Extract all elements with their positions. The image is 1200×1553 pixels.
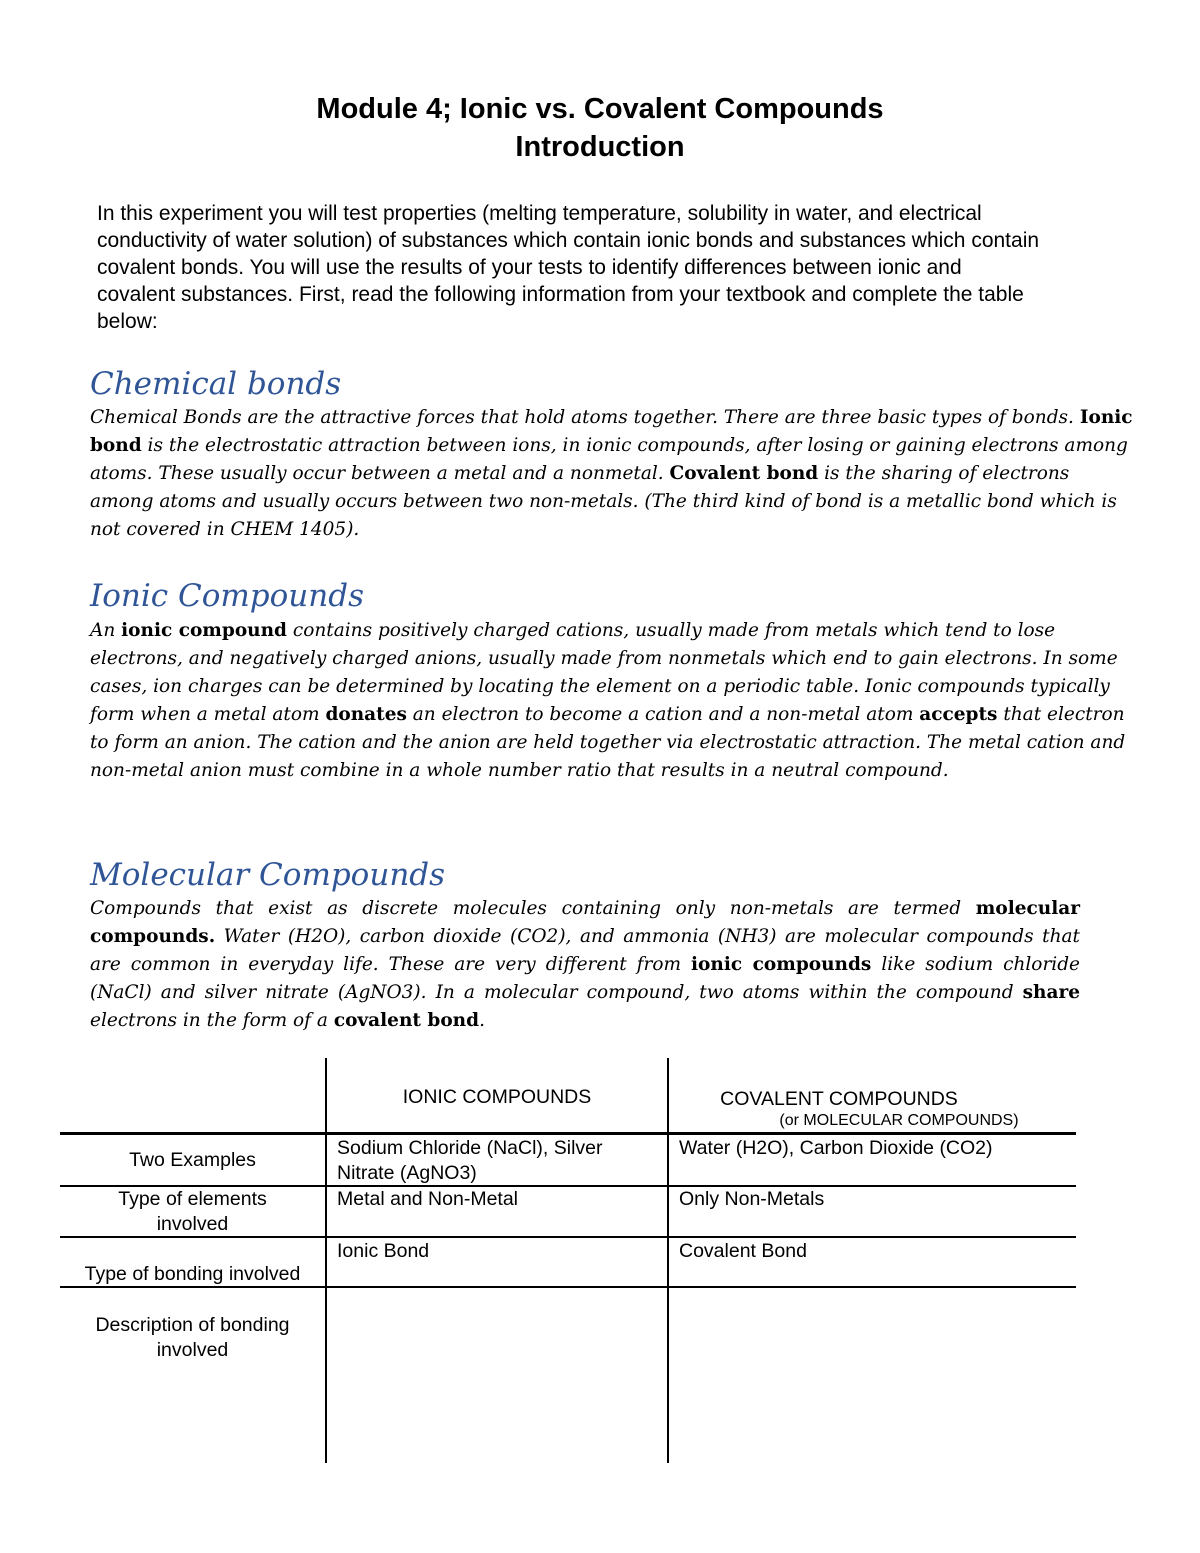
intro-line: conductivity of water solution) of substances which contain ionic bonds and substances which contain	[97, 229, 1040, 252]
row-label-bonding: Type of bonding involved	[84, 1263, 301, 1285]
cell-line: involved	[156, 1339, 229, 1361]
cell-ionic-bonding: Ionic Bond	[337, 1240, 430, 1262]
row-label-elements	[60, 1187, 325, 1237]
row-label-description	[60, 1313, 325, 1363]
text-run: Water (H2O), carbon dioxide (CO2), and ammonia (NH3) are molecular compounds that are common in everyday life. These are very different from	[90, 926, 1080, 975]
molecular-compounds-heading: Molecular Compounds	[90, 857, 446, 893]
column-header-covalent: COVALENT COMPOUNDS	[720, 1088, 958, 1110]
table-hline	[60, 1132, 1076, 1135]
text-run: is the sharing of electrons among atoms and usually occurs between two non-metals. (The third kind of bond is a metallic bond which is not covered in CHEM 1405).	[90, 463, 1117, 540]
cell-ionic-examples	[337, 1136, 662, 1186]
bold-term: share	[1022, 982, 1080, 1003]
column-header-ionic: IONIC COMPOUNDS	[402, 1086, 592, 1108]
text-run: that electron to form an anion. The cation and the anion are held together via electrostatic attraction. The metal cation and non-metal anion must combine in a whole number ratio that results in a neutral compound.	[90, 704, 1126, 781]
row-label-examples: Two Examples	[129, 1149, 256, 1171]
intro-line: covalent bonds. You will use the results of your tests to identify differences between ionic and	[97, 256, 962, 279]
bold-term: Covalent bond	[669, 463, 819, 484]
intro-line: covalent substances. First, read the following information from your textbook and complete the table	[97, 283, 1024, 306]
text-run: like sodium chloride (NaCl) and silver nitrate (AgNO3). In a molecular compound, two atoms within the compound	[90, 954, 1081, 1003]
text-run: contains positively charged cations, usually made from metals which tend to lose electrons, and negatively charged anions, usually made from nonmetals which end to gain electrons. In some cases, ion charges can be determined by locating the element on a periodic table. Ionic compounds typically form when a metal atom	[90, 620, 1118, 725]
cell-covalent-elements: Only Non-Metals	[679, 1188, 825, 1210]
column-header-covalent-sub: (or MOLECULAR COMPOUNDS)	[779, 1112, 1019, 1129]
cell-ionic-elements: Metal and Non-Metal	[337, 1188, 519, 1210]
molecular-compounds-text	[90, 895, 1080, 1035]
chemical-bonds-text	[90, 404, 1135, 544]
text-run: An	[90, 620, 122, 641]
ionic-compounds-heading: Ionic Compounds	[90, 578, 364, 614]
page-subtitle: Introduction	[515, 131, 685, 163]
cell-line: Description of bonding	[95, 1314, 290, 1336]
intro-line: In this experiment you will test properties (melting temperature, solubility in water, and electrical	[97, 202, 982, 225]
intro-line: below:	[97, 310, 158, 333]
cell-covalent-bonding: Covalent Bond	[679, 1240, 807, 1262]
ionic-compounds-text	[90, 617, 1135, 785]
text-run: Compounds that exist as discrete molecules containing only non-metals are termed	[90, 898, 976, 919]
table-vline	[325, 1058, 327, 1463]
bold-term: ionic compounds	[691, 954, 872, 975]
text-run: .	[479, 1010, 485, 1031]
bold-term: accepts	[919, 704, 998, 725]
cell-line: Sodium Chloride (NaCl), Silver	[337, 1137, 603, 1159]
bold-term: donates	[325, 704, 407, 725]
text-run: is the electrostatic attraction between ions, in ionic compounds, after losing or gaining electrons among atoms. These usually occur between a metal and a nonmetal.	[90, 435, 1128, 484]
cell-line: Type of elements	[118, 1188, 267, 1210]
cell-covalent-description[interactable]	[679, 1295, 1069, 1455]
cell-ionic-description[interactable]	[337, 1295, 662, 1455]
page-title: Module 4; Ionic vs. Covalent Compounds	[316, 93, 884, 125]
cell-covalent-examples: Water (H2O), Carbon Dioxide (CO2)	[679, 1137, 993, 1159]
bold-term: covalent bond	[333, 1010, 480, 1031]
bold-term: molecular compounds.	[90, 898, 1080, 947]
text-run: Chemical Bonds are the attractive forces that hold atoms together. There are three basic types of bonds.	[90, 407, 1074, 428]
table-vline	[667, 1058, 669, 1463]
chemical-bonds-heading: Chemical bonds	[90, 366, 342, 402]
text-run: electrons in the form of a	[90, 1010, 334, 1031]
bold-term: ionic compound	[121, 620, 287, 641]
bold-term: Ionic bond	[90, 407, 1133, 456]
cell-line: involved	[156, 1213, 229, 1235]
text-run: an electron to become a cation and a non-metal atom	[406, 704, 920, 725]
intro-paragraph	[97, 200, 1137, 335]
cell-line: Nitrate (AgNO3)	[337, 1162, 477, 1184]
